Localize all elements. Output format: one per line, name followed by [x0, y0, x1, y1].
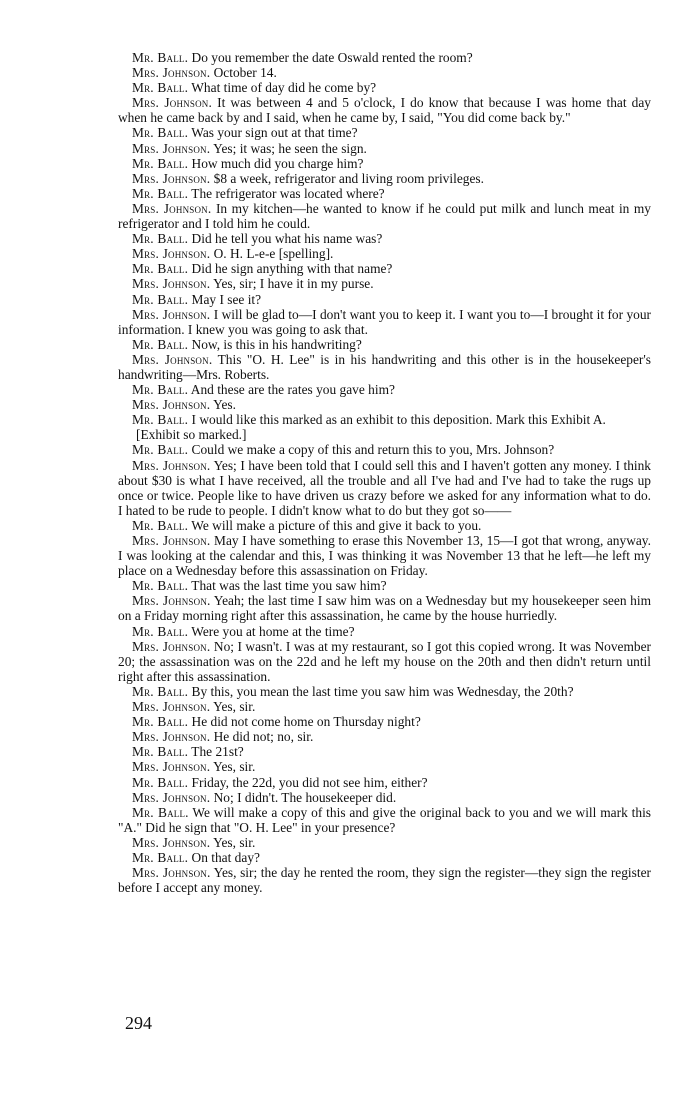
speech-text: May I have something to erase this November 13, 15—I got that wrong, anyway. I was looking at the calendar and this, I was thinking it was November 13 that he left—he left my place on a Wednesday before this assassination on Friday.: [118, 533, 651, 579]
speech-text: Were you at home at the time?: [191, 623, 355, 639]
speaker-name: Mr. Ball.: [132, 849, 189, 865]
transcript-paragraph: [118, 337, 651, 352]
transcript-paragraph: [118, 292, 651, 307]
speaker-name: Mrs. Johnson.: [132, 306, 211, 322]
transcript-paragraph: [118, 80, 651, 95]
transcript-paragraph: [118, 835, 651, 850]
speaker-name: Mrs. Johnson.: [132, 95, 213, 111]
speaker-name: Mrs. Johnson.: [132, 865, 211, 881]
speech-text: [Exhibit so marked.]: [136, 427, 247, 443]
speech-text: Could we make a copy of this and return this to you, Mrs. Johnson?: [191, 442, 555, 458]
transcript-paragraph: [118, 518, 651, 533]
speaker-name: Mr. Ball.: [132, 185, 189, 201]
speech-text: How much did you charge him?: [191, 155, 364, 171]
speech-text: The refrigerator was located where?: [191, 185, 385, 201]
speaker-name: Mr. Ball.: [132, 804, 189, 820]
transcript-paragraph: [118, 276, 651, 291]
speaker-name: Mrs. Johnson.: [132, 397, 211, 413]
transcript-paragraph: [118, 125, 651, 140]
speaker-name: Mrs. Johnson.: [132, 140, 211, 156]
speaker-name: Mrs. Johnson.: [132, 593, 211, 609]
transcript-paragraph: [118, 850, 651, 865]
transcript-paragraph: [118, 759, 651, 774]
speech-text: The 21st?: [191, 744, 244, 760]
speech-text: On that day?: [191, 849, 260, 865]
speech-text: Friday, the 22d, you did not see him, either?: [191, 774, 428, 790]
transcript-paragraph: [118, 699, 651, 714]
speech-text: We will make a copy of this and give the original back to you and we will mark this "A." Did he sign that "O. H. Lee" in your presence?: [118, 804, 652, 835]
speaker-name: Mr. Ball.: [132, 442, 189, 458]
page-number: 294: [125, 1013, 152, 1033]
speaker-name: Mrs. Johnson.: [132, 65, 211, 81]
speech-text: I would like this marked as an exhibit to this deposition. Mark this Exhibit A.: [191, 412, 606, 428]
transcript-paragraph: [118, 246, 651, 261]
speech-text: Did he sign anything with that name?: [191, 261, 393, 277]
transcript-paragraph: [118, 714, 651, 729]
speaker-name: Mr. Ball.: [132, 382, 189, 398]
transcript-paragraph: [118, 805, 651, 835]
transcript-paragraph: [118, 593, 651, 623]
speaker-name: Mr. Ball.: [132, 50, 189, 65]
transcript-paragraph: [118, 790, 651, 805]
speech-text: Yes, sir.: [213, 699, 256, 715]
transcript-body: [118, 50, 651, 895]
speaker-name: Mr. Ball.: [132, 231, 189, 247]
speech-text: Yeah; the last time I saw him was on a Wednesday but my housekeeper seen him on a Friday morning right after this assassination, he came by the house hurriedly.: [118, 593, 651, 624]
transcript-paragraph: [118, 156, 651, 171]
speech-text: Yes; it was; he seen the sign.: [213, 140, 367, 156]
speech-text: What time of day did he come by?: [191, 80, 377, 96]
speaker-name: Mrs. Johnson.: [132, 170, 211, 186]
transcript-paragraph: [118, 775, 651, 790]
transcript-paragraph: [118, 382, 651, 397]
speech-text: Yes; I have been told that I could sell this and I haven't gotten any money. I think about $30 is what I have received, all the trouble and all I've had and I've had to take the rugs up once or twice. People like to have driven us crazy before we asked for any information what to do. I hated to be rude to people. I didn't know what to do but they got so——: [118, 457, 652, 518]
speaker-name: Mr. Ball.: [132, 517, 189, 533]
transcript-paragraph: [118, 307, 651, 337]
speaker-name: Mr. Ball.: [132, 291, 189, 307]
speech-text: I will be glad to—I don't want you to keep it. I want you to—I brought it for your information. I knew you was going to ask that.: [118, 306, 651, 337]
speaker-name: Mr. Ball.: [132, 774, 189, 790]
transcript-paragraph: [118, 684, 651, 699]
transcript-paragraph: [118, 578, 651, 593]
speaker-name: Mr. Ball.: [132, 578, 189, 594]
speech-text: He did not come home on Thursday night?: [191, 714, 421, 730]
speech-text: Now, is this in his handwriting?: [191, 336, 362, 352]
transcript-paragraph: [118, 50, 651, 65]
transcript-paragraph: [118, 201, 651, 231]
transcript-paragraph: [118, 412, 651, 427]
speech-text: Yes, sir; I have it in my purse.: [213, 276, 374, 292]
exhibit-note: [118, 427, 651, 442]
transcript-paragraph: [118, 186, 651, 201]
speech-text: Yes, sir; the day he rented the room, they sign the register—they sign the register before I accept any money.: [118, 865, 651, 896]
speech-text: And these are the rates you gave him?: [190, 382, 395, 398]
transcript-paragraph: [118, 624, 651, 639]
speech-text: Yes, sir.: [213, 834, 256, 850]
transcript-paragraph: [118, 261, 651, 276]
speaker-name: Mr. Ball.: [132, 336, 189, 352]
speaker-name: Mrs. Johnson.: [132, 729, 211, 745]
speech-text: No; I wasn't. I was at my restaurant, so I got this copied wrong. It was November 20; the assassination was on the 22d and he left my house on the 20th and then didn't return until right after this assassination.: [118, 638, 651, 684]
speech-text: It was between 4 and 5 o'clock, I do know that because I was home that day when he came back by and I said, when he came by, I said, "You did come back by.": [118, 95, 651, 126]
speaker-name: Mr. Ball.: [132, 744, 189, 760]
transcript-paragraph: [118, 171, 651, 186]
speech-text: By this, you mean the last time you saw him was Wednesday, the 20th?: [191, 683, 574, 699]
speaker-name: Mr. Ball.: [132, 125, 189, 141]
speech-text: O. H. L-e-e [spelling].: [213, 246, 334, 262]
speaker-name: Mr. Ball.: [132, 80, 189, 96]
speaker-name: Mrs. Johnson.: [132, 533, 211, 548]
transcript-paragraph: [118, 352, 651, 382]
transcript-paragraph: [118, 458, 651, 518]
transcript-paragraph: [118, 729, 651, 744]
speaker-name: Mrs. Johnson.: [132, 789, 211, 805]
transcript-paragraph: [118, 533, 651, 578]
speaker-name: Mrs. Johnson.: [132, 457, 211, 473]
speech-text: He did not; no, sir.: [213, 729, 314, 745]
speaker-name: Mrs. Johnson.: [132, 834, 211, 850]
transcript-paragraph: [118, 65, 651, 80]
speech-text: Yes.: [213, 397, 236, 413]
speaker-name: Mr. Ball.: [132, 623, 189, 639]
speaker-name: Mr. Ball.: [132, 412, 189, 428]
speech-text: That was the last time you saw him?: [191, 578, 387, 594]
speaker-name: Mrs. Johnson.: [132, 638, 211, 654]
speaker-name: Mr. Ball.: [132, 155, 189, 171]
speech-text: We will make a picture of this and give it back to you.: [191, 517, 482, 533]
speaker-name: Mr. Ball.: [132, 714, 189, 730]
transcript-paragraph: [118, 744, 651, 759]
speech-text: No; I didn't. The housekeeper did.: [213, 789, 397, 805]
speech-text: October 14.: [213, 65, 277, 81]
speaker-name: Mrs. Johnson.: [132, 759, 211, 775]
speaker-name: Mrs. Johnson.: [132, 699, 211, 715]
transcript-paragraph: [118, 95, 651, 125]
speaker-name: Mr. Ball.: [132, 261, 189, 277]
speech-text: May I see it?: [191, 291, 262, 307]
transcript-paragraph: [118, 639, 651, 684]
transcript-paragraph: [118, 865, 651, 895]
speaker-name: Mrs. Johnson.: [132, 200, 212, 216]
speech-text: This "O. H. Lee" is in his handwriting and this other is in the housekeeper's handwriting—Mrs. Roberts.: [118, 351, 651, 382]
speech-text: In my kitchen—he wanted to know if he could put milk and lunch meat in my refrigerator and I told him he could.: [118, 200, 651, 232]
speech-text: Yes, sir.: [213, 759, 256, 775]
transcript-paragraph: [118, 141, 651, 156]
speaker-name: Mrs. Johnson.: [132, 351, 213, 367]
speaker-name: Mr. Ball.: [132, 683, 189, 699]
speech-text: Was your sign out at that time?: [191, 125, 358, 141]
transcript-paragraph: [118, 397, 651, 412]
speaker-name: Mrs. Johnson.: [132, 276, 211, 292]
speech-text: $8 a week, refrigerator and living room privileges.: [213, 170, 484, 186]
transcript-paragraph: [118, 231, 651, 246]
speech-text: Do you remember the date Oswald rented the room?: [191, 50, 473, 65]
transcript-paragraph: [118, 442, 651, 457]
speech-text: Did he tell you what his name was?: [191, 231, 383, 247]
speaker-name: Mrs. Johnson.: [132, 246, 211, 262]
